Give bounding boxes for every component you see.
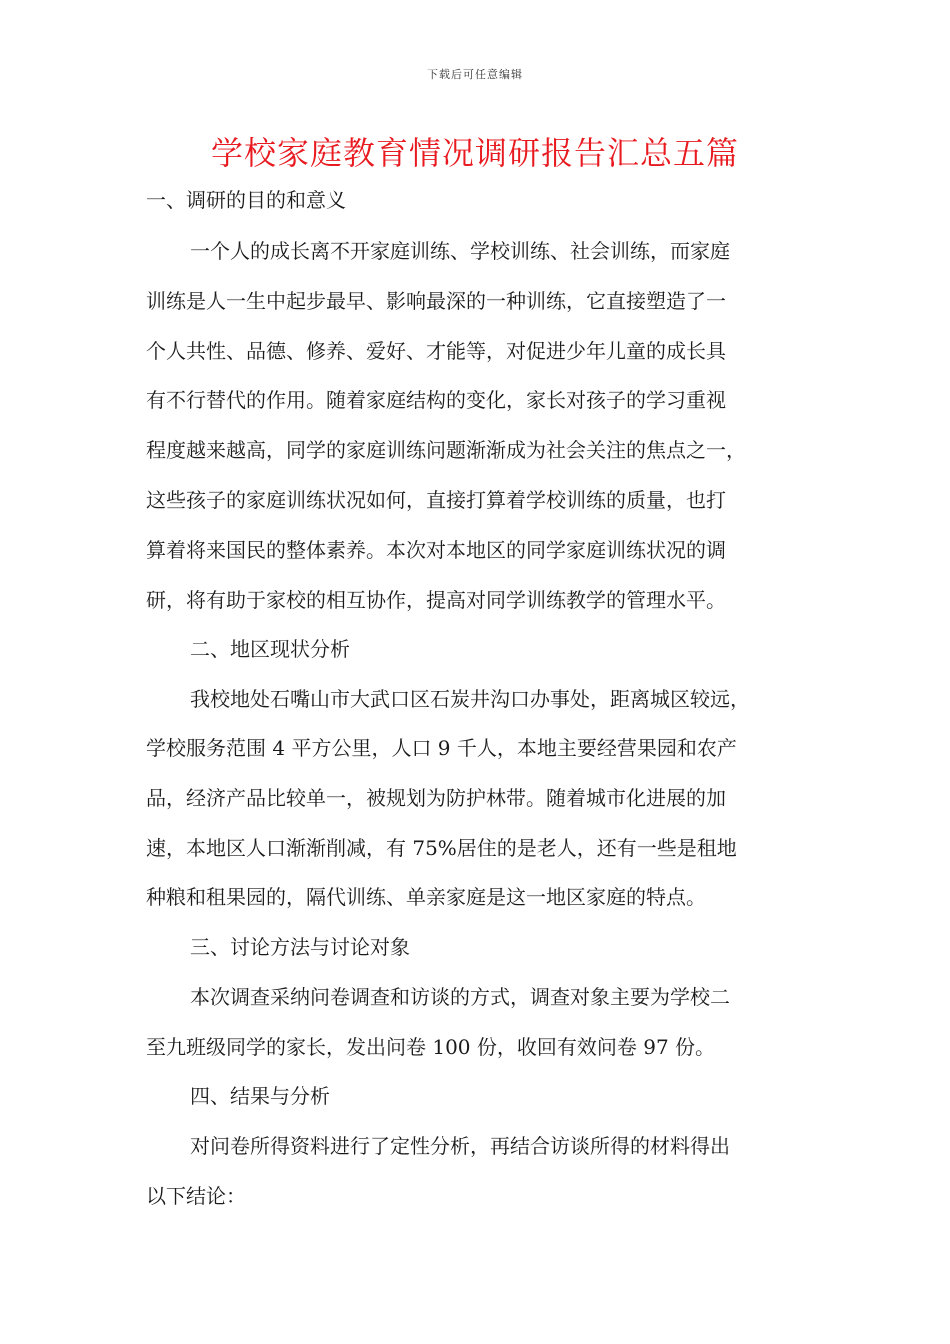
paragraph-line: 研，将有助于家校的相互协作，提高对同学训练教学的管理水平。: [146, 588, 726, 612]
section-heading-1: 一、调研的目的和意义: [146, 188, 346, 212]
paragraph-line: 一个人的成长离不开家庭训练、学校训练、社会训练，而家庭: [190, 239, 730, 263]
paragraph-line: 品，经济产品比较单一，被规划为防护林带。随着城市化进展的加: [146, 786, 726, 810]
paragraph-line: 算着将来国民的整体素养。本次对本地区的同学家庭训练状况的调: [146, 538, 726, 562]
paragraph-line: 至九班级同学的家长，发出问卷 100 份，收回有效问卷 97 份。: [146, 1035, 716, 1059]
section-heading-4: 四、结果与分析: [190, 1084, 330, 1108]
section-heading-3: 三、讨论方法与讨论对象: [190, 935, 410, 959]
document-title: 学校家庭教育情况调研报告汇总五篇: [210, 134, 739, 172]
paragraph-line: 训练是人一生中起步最早、影响最深的一种训练，它直接塑造了一: [146, 289, 726, 313]
paragraph-line: 学校服务范围 4 平方公里，人口 9 千人，本地主要经营果园和农产: [146, 736, 737, 760]
paragraph-line: 种粮和租果园的，隔代训练、单亲家庭是这一地区家庭的特点。: [146, 885, 706, 909]
paragraph-line: 这些孩子的家庭训练状况如何，直接打算着学校训练的质量，也打: [146, 488, 726, 512]
paragraph-line: 我校地处石嘴山市大武口区石炭井沟口办事处，距离城区较远，: [190, 687, 750, 711]
header-note: 下载后可任意编辑: [427, 68, 523, 81]
section-heading-2: 二、地区现状分析: [190, 637, 350, 661]
paragraph-line: 对问卷所得资料进行了定性分析，再结合访谈所得的材料得出: [190, 1134, 730, 1158]
paragraph-line: 速，本地区人口渐渐削减，有 75%居住的是老人，还有一些是租地: [146, 836, 737, 860]
paragraph-line: 个人共性、品德、修养、爱好、才能等，对促进少年儿童的成长具: [146, 339, 726, 363]
paragraph-line: 程度越来越高，同学的家庭训练问题渐渐成为社会关注的焦点之一，: [146, 438, 746, 462]
paragraph-line: 本次调查采纳问卷调查和访谈的方式，调查对象主要为学校二: [190, 985, 730, 1009]
paragraph-line: 以下结论：: [146, 1184, 246, 1208]
paragraph-line: 有不行替代的作用。随着家庭结构的变化，家长对孩子的学习重视: [146, 388, 726, 412]
